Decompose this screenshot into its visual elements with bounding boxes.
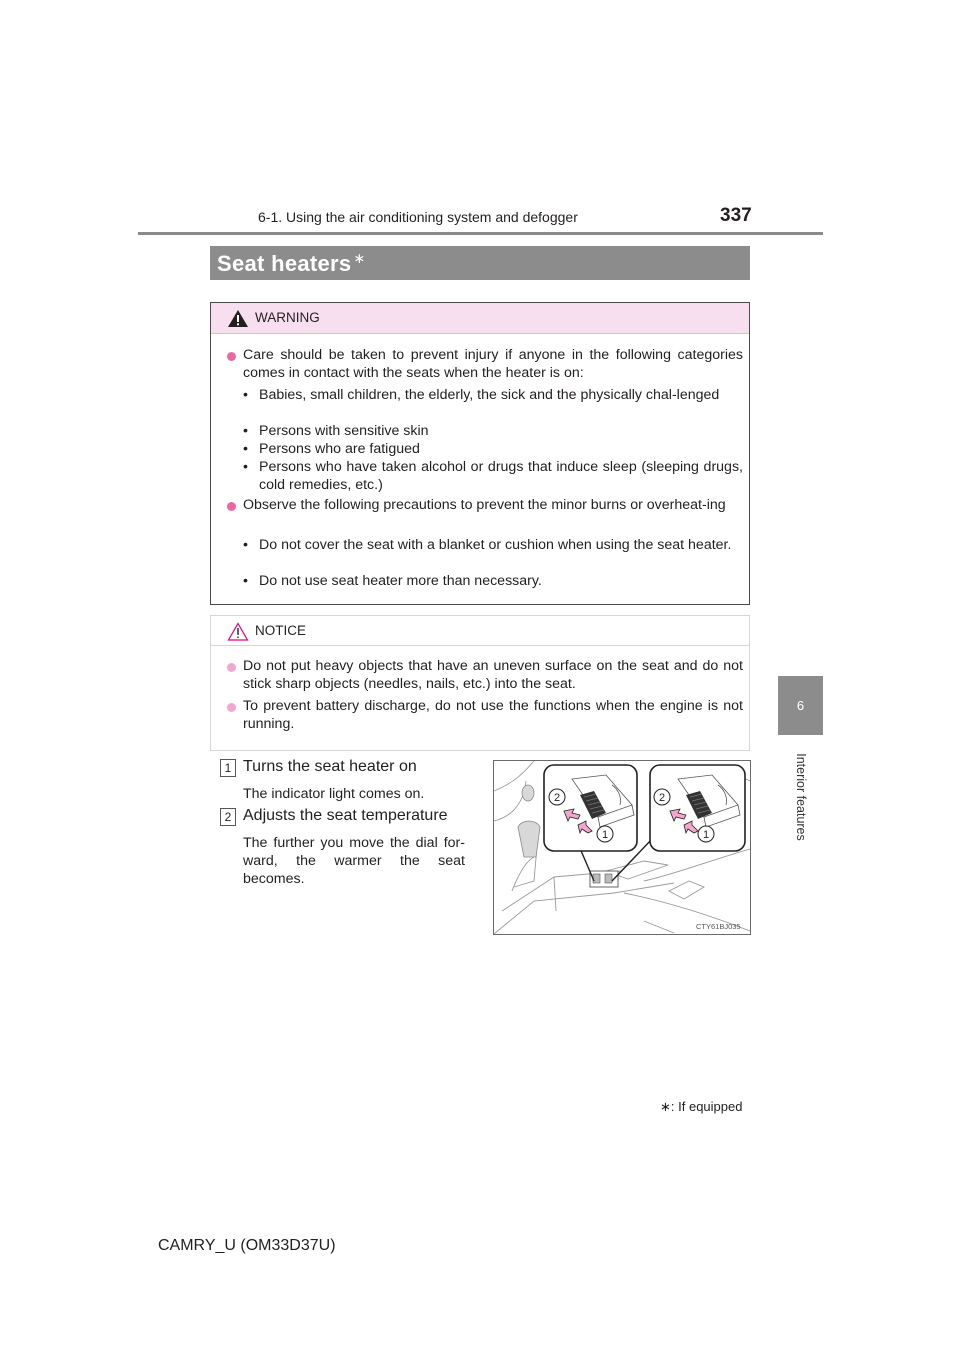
page-number: 337 <box>720 205 752 226</box>
notice-bullet-2: To prevent battery discharge, do not use the functions when the engine is not running. <box>243 698 743 732</box>
console-drawing <box>494 761 750 934</box>
step-title-1: Turns the seat heater on <box>243 758 417 775</box>
warning-item: Do not use seat heater more than necessary. <box>259 573 542 589</box>
figure-callout: 2 <box>553 792 561 804</box>
warning-bullet-2: Observe the following precautions to prevent the minor burns or overheat-ing <box>243 497 726 513</box>
step-text-2: The further you move the dial for-ward, the warmer the seat becomes. <box>243 835 465 887</box>
list-dot: • <box>243 441 248 457</box>
list-dot: • <box>243 459 248 475</box>
bullet-icon <box>227 352 236 361</box>
figure-callout: 1 <box>601 829 609 841</box>
footnote-marker: ∗ <box>660 1099 671 1114</box>
notice-box <box>210 615 750 751</box>
chapter-title <box>760 740 840 860</box>
document-code: CAMRY_U (OM33D37U) <box>158 1237 336 1254</box>
list-dot: • <box>243 387 248 403</box>
header-rule <box>138 232 823 235</box>
chapter-title-text: Interior features <box>794 753 808 841</box>
bullet-icon <box>227 703 236 712</box>
running-head: 6-1. Using the air conditioning system and defogger <box>258 209 578 225</box>
warning-icon <box>227 309 249 328</box>
footnote-text: : If equipped <box>670 1099 743 1114</box>
step-text-1: The indicator light comes on. <box>243 786 425 802</box>
chapter-tab: 6 <box>778 676 823 735</box>
step-number-1: 1 <box>220 759 236 777</box>
warning-item: Persons who have taken alcohol or drugs that induce sleep (sleeping drugs, cold remedies, etc.) <box>259 459 743 493</box>
warning-box <box>210 302 750 605</box>
notice-header <box>211 616 749 646</box>
list-dot: • <box>243 573 248 589</box>
warning-bullet-1: Care should be taken to prevent injury if anyone in the following categories comes in contact with the seats when the heater is on: <box>243 347 743 381</box>
notice-label: NOTICE <box>255 623 307 638</box>
figure-callout: 1 <box>702 829 710 841</box>
step-number-2: 2 <box>220 808 236 826</box>
footnote <box>660 1099 742 1115</box>
warning-item: Persons with sensitive skin <box>259 423 429 439</box>
warning-item: Do not cover the seat with a blanket or cushion when using the seat heater. <box>259 537 732 553</box>
notice-bullet-1: Do not put heavy objects that have an uneven surface on the seat and do not stick sharp objects (needles, nails, etc.) into the seat. <box>243 658 743 692</box>
warning-label: WARNING <box>255 310 320 325</box>
section-title-text: Seat heaters <box>217 251 352 276</box>
section-title <box>217 250 365 277</box>
seat-heater-illustration <box>493 760 751 935</box>
figure-code: CTY61BJ035 <box>696 922 741 931</box>
list-dot: • <box>243 537 248 553</box>
figure-callout: 2 <box>658 792 666 804</box>
equipped-marker: ∗ <box>353 250 366 266</box>
bullet-icon <box>227 502 236 511</box>
bullet-icon <box>227 663 236 672</box>
warning-header <box>211 303 749 334</box>
warning-item: Persons who are fatigued <box>259 441 420 457</box>
list-dot: • <box>243 423 248 439</box>
warning-item: Babies, small children, the elderly, the sick and the physically chal-lenged <box>259 387 720 403</box>
step-title-2: Adjusts the seat temperature <box>243 807 448 824</box>
caution-icon <box>227 622 249 641</box>
